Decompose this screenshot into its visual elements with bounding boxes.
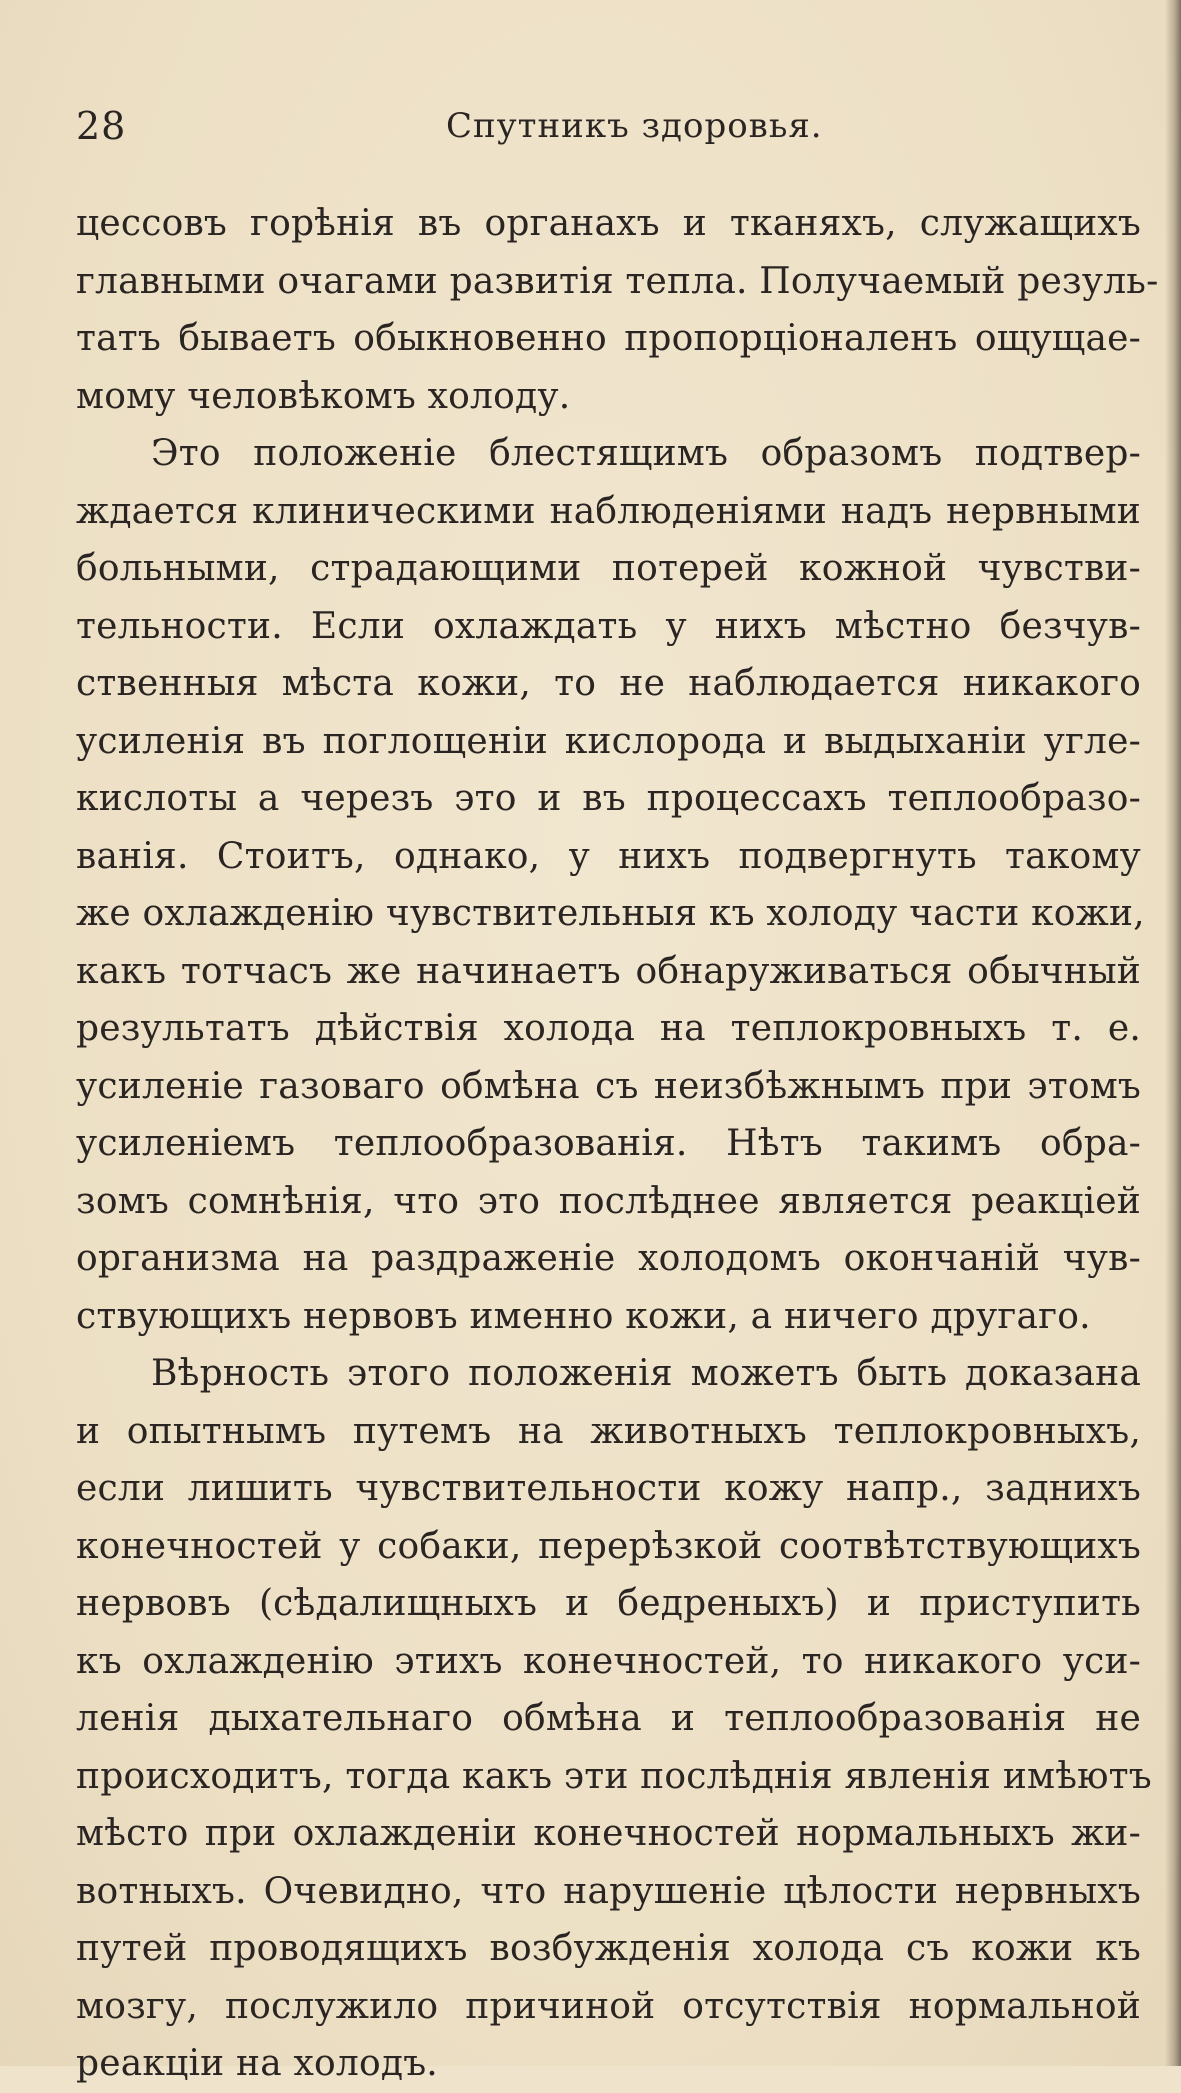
text-line: мому человѣкомъ холоду. — [76, 375, 571, 417]
page-header — [76, 96, 1141, 156]
text-line: происходитъ, тогда какъ эти послѣднія явленія имѣютъ — [76, 1755, 1152, 1797]
page-edge-shadow — [1165, 0, 1181, 2066]
text-line: Это положеніе блестящимъ образомъ подтвер- — [151, 433, 1141, 474]
text-line: зомъ сомнѣнія, что это послѣднее является реакціей — [76, 1180, 1141, 1222]
text-line: если лишить чувствительности кожу напр., заднихъ — [76, 1468, 1141, 1509]
text-line: Вѣрность этого положенія можетъ быть доказана — [151, 1353, 1141, 1394]
text-line: реакціи на холодъ. — [76, 2043, 438, 2084]
text-line: конечностей у собаки, перерѣзкой соотвѣтствующихъ — [76, 1525, 1141, 1567]
text-line: ствующихъ нервовъ именно кожи, а ничего другаго. — [76, 1295, 1091, 1337]
text-line: главными очагами развитія тепла. Получаемый резуль- — [76, 260, 1159, 302]
text-line: усиленіе газоваго обмѣна съ неизбѣжнымъ при этомъ — [76, 1065, 1141, 1107]
text-line: мѣсто при охлажденіи конечностей нормальныхъ жи- — [76, 1813, 1141, 1854]
text-line: больными, страдающими потерей кожной чувстви- — [76, 548, 1141, 589]
text-line: цессовъ горѣнія въ органахъ и тканяхъ, служащихъ — [76, 203, 1141, 244]
text-line: татъ бываетъ обыкновенно пропорціоналенъ ощущае- — [76, 318, 1141, 359]
body-text — [76, 195, 1159, 2093]
text-line: ственныя мѣста кожи, то не наблюдается никакого — [76, 663, 1141, 704]
text-line: нервовъ (сѣдалищныхъ и бедреныхъ) и приступить — [76, 1583, 1141, 1624]
text-line: результатъ дѣйствія холода на теплокровныхъ т. е. — [76, 1008, 1141, 1049]
text-line: какъ тотчасъ же начинаетъ обнаруживаться обычный — [76, 950, 1141, 992]
text-line: усиленія въ поглощеніи кислорода и выдыханіи угле- — [76, 720, 1141, 762]
text-line: и опытнымъ путемъ на животныхъ теплокровныхъ, — [76, 1410, 1141, 1452]
text-line: ванія. Стоитъ, однако, у нихъ подвергнуть такому — [76, 835, 1141, 877]
page-number: 28 — [76, 104, 127, 148]
text-line: кислоты а черезъ это и въ процессахъ теплообразо- — [76, 778, 1141, 819]
text-line: тельности. Если охлаждать у нихъ мѣстно безчув- — [76, 605, 1141, 647]
text-line: путей проводящихъ возбужденія холода съ кожи къ — [76, 1928, 1141, 1969]
text-line: же охлажденію чувствительныя къ холоду части кожи, — [76, 893, 1145, 934]
running-title: Спутникъ здоровья. — [446, 106, 823, 146]
text-line: ждается клиническими наблюденіями надъ нервными — [76, 490, 1141, 532]
text-line: усиленіемъ теплообразованія. Нѣтъ такимъ обра- — [76, 1123, 1141, 1164]
text-line: вотныхъ. Очевидно, что нарушеніе цѣлости нервныхъ — [76, 1870, 1141, 1912]
text-line: организма на раздраженіе холодомъ окончаній чув- — [76, 1238, 1141, 1279]
text-line: къ охлажденію этихъ конечностей, то никакого уси- — [76, 1640, 1141, 1682]
text-line: мозгу, послужило причиной отсутствія нормальной — [76, 1985, 1141, 2027]
text-line: ленія дыхательнаго обмѣна и теплообразованія не — [76, 1698, 1141, 1739]
